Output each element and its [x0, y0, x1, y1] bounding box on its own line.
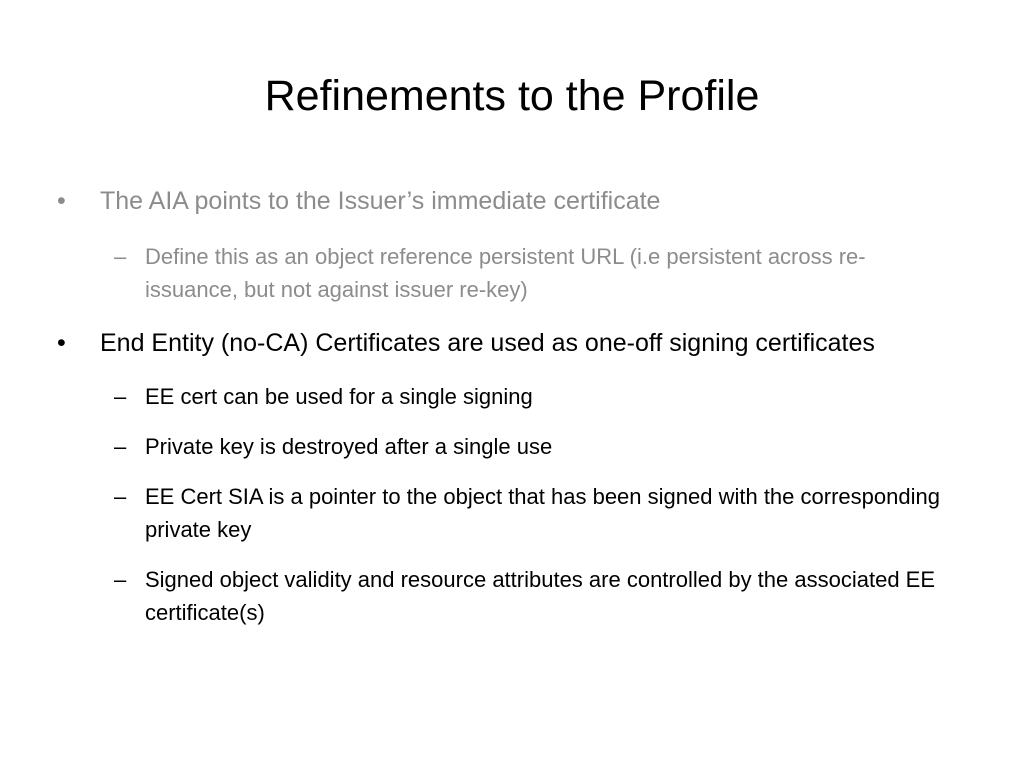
- sub-bullet-text: Signed object validity and resource attributes are controlled by the associated EE certificate(s): [145, 567, 936, 625]
- sub-bullet-marker: –: [114, 567, 127, 592]
- bullet-item: [57, 183, 957, 220]
- sub-bullet-item: [57, 563, 957, 629]
- sub-bullet-item: [57, 380, 957, 413]
- bullet-text: End Entity (no-CA) Certificates are used as one-off signing certificates: [100, 329, 875, 357]
- bullet-item: [57, 325, 957, 362]
- sub-bullet-marker: –: [114, 484, 127, 509]
- sub-bullet-text: Define this as an object reference persistent URL (i.e persistent across re-issuance, but not against issuer re-key): [145, 244, 866, 302]
- bullet-marker: •: [57, 329, 66, 357]
- sub-bullet-marker: –: [114, 384, 127, 409]
- sub-bullet-text: EE Cert SIA is a pointer to the object that has been signed with the corresponding private key: [145, 484, 940, 542]
- sub-bullet-marker: –: [114, 434, 127, 459]
- sub-bullet-text: Private key is destroyed after a single use: [145, 434, 553, 459]
- sub-bullet-text: EE cert can be used for a single signing: [145, 384, 533, 409]
- sub-bullet-item: [57, 480, 957, 546]
- slide-body: [57, 183, 957, 629]
- bullet-marker: •: [57, 187, 66, 215]
- slide-title: Refinements to the Profile: [264, 72, 760, 120]
- sub-bullet-item: [57, 240, 957, 306]
- bullet-text: The AIA points to the Issuer’s immediate certificate: [100, 187, 661, 215]
- sub-bullet-item: [57, 430, 957, 463]
- sub-bullet-marker: –: [114, 244, 127, 269]
